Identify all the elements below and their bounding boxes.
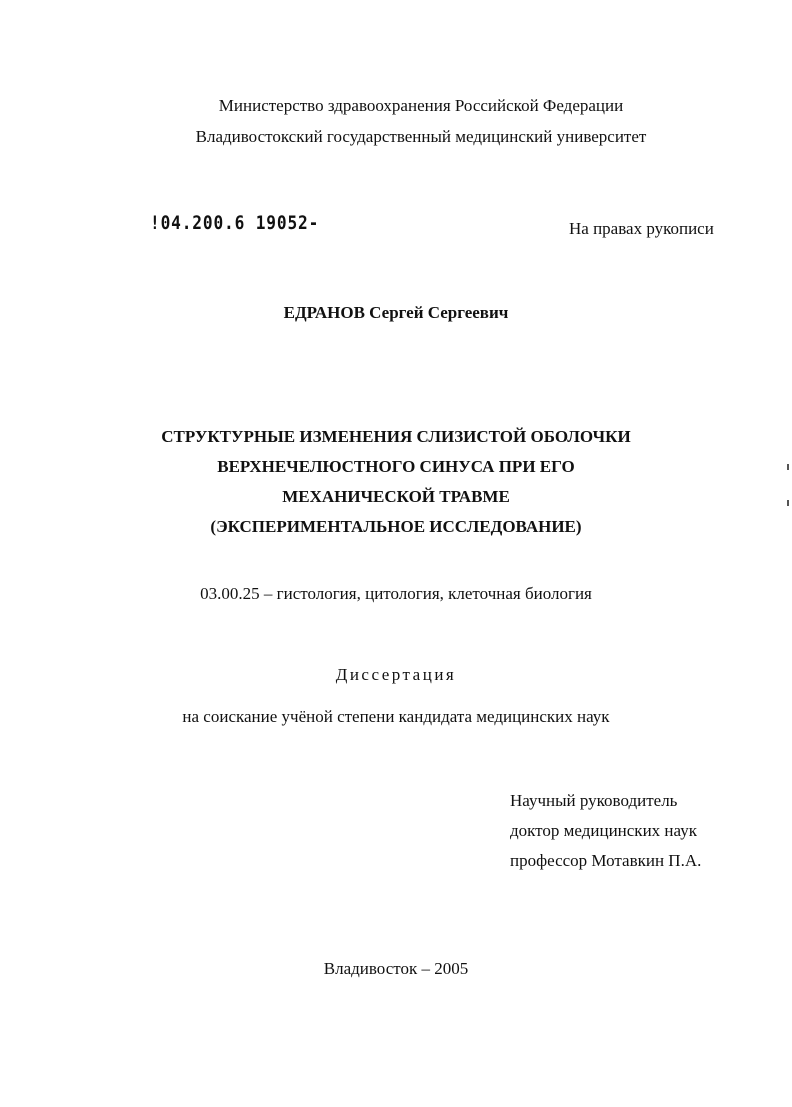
scan-edge-mark: [787, 500, 789, 506]
degree-line: на соискание учёной степени кандидата медицинских наук: [182, 707, 610, 726]
city-year: Владивосток – 2005: [323, 959, 469, 978]
rights-notice: На правах рукописи: [569, 219, 714, 238]
supervisor-block: [510, 786, 701, 876]
supervisor-name: профессор Мотавкин П.А.: [510, 851, 702, 870]
ministry-name: Министерство здравоохранения Российской Федерации: [218, 96, 624, 115]
archive-stamp: !04.200.6 19052-: [150, 212, 320, 234]
specialty-code: 03.00.25 – гистология, цитология, клеточная биология: [200, 584, 592, 603]
scan-edge-mark: [787, 464, 789, 470]
title-line: ВЕРХНЕЧЕЛЮСТНОГО СИНУСА ПРИ ЕГО: [217, 457, 575, 476]
author-name: ЕДРАНОВ Сергей Сергеевич: [283, 303, 509, 322]
supervisor-role: Научный руководитель: [510, 791, 678, 810]
title-line: МЕХАНИЧЕСКОЙ ТРАВМЕ: [282, 487, 510, 506]
university-name: Владивостокский государственный медицинский университет: [195, 127, 647, 146]
title-line: СТРУКТУРНЫЕ ИЗМЕНЕНИЯ СЛИЗИСТОЙ ОБОЛОЧКИ: [161, 427, 631, 446]
supervisor-degree: доктор медицинских наук: [510, 821, 697, 840]
work-type: Диссертация: [335, 665, 457, 684]
dissertation-title: [0, 422, 792, 542]
title-line: (ЭКСПЕРИМЕНТАЛЬНОЕ ИССЛЕДОВАНИЕ): [210, 517, 582, 536]
